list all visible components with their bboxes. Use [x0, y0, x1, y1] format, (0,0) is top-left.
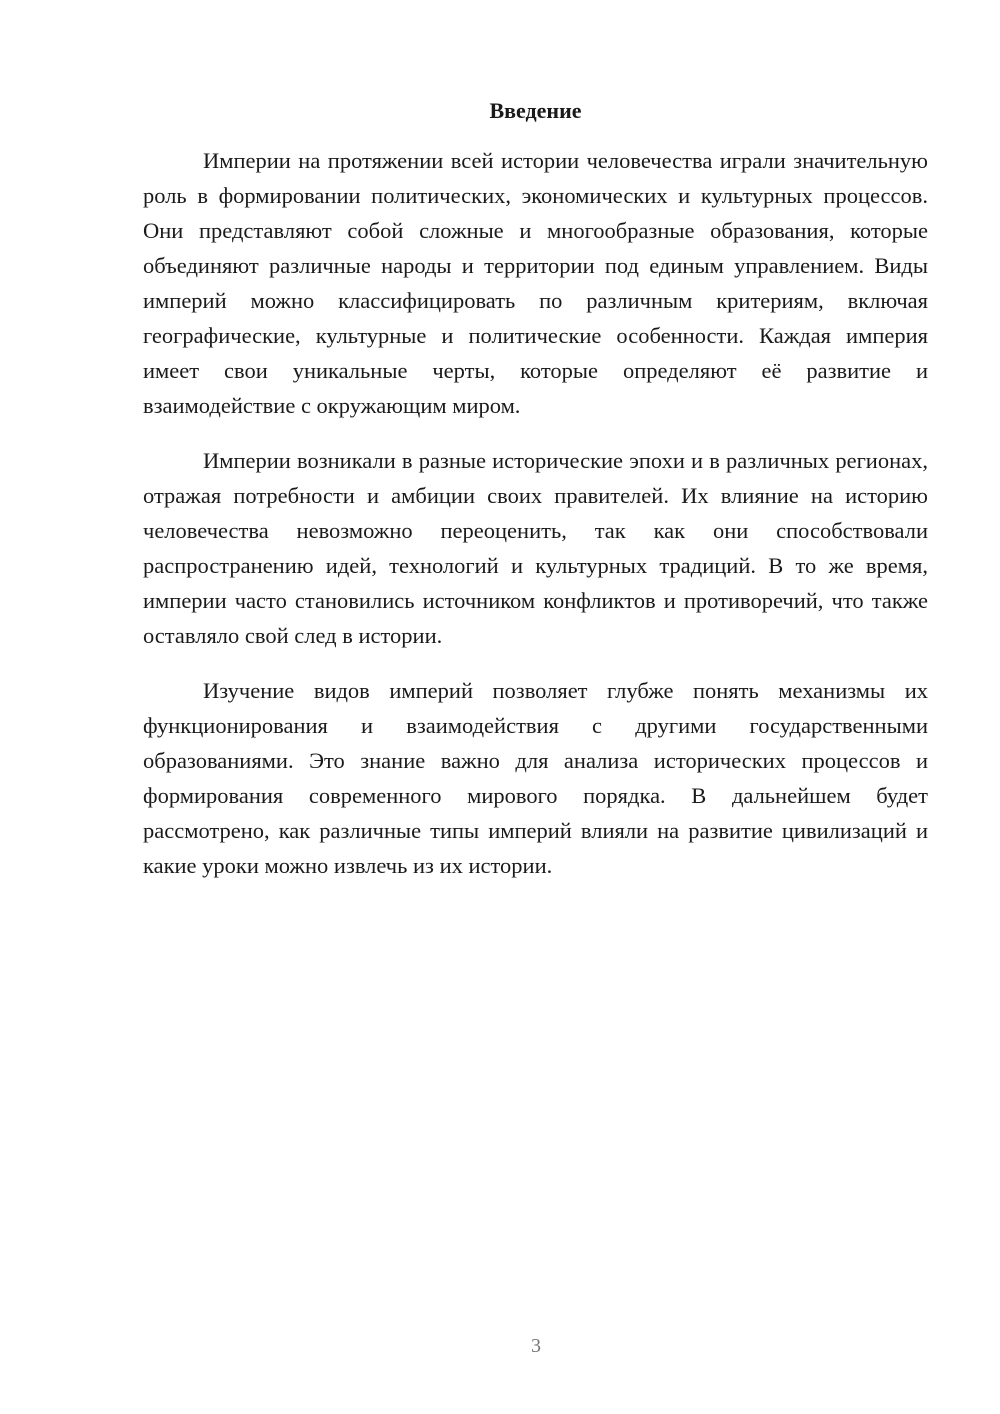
body-text — [143, 143, 928, 903]
paragraph-1: Империи на протяжении всей истории человечества играли значительную роль в формировании политических, экономических и культурных процессов. Они представляют собой сложные и многообразные образования, которые объединяют различные народы и территории под единым управлением. Виды империй можно классифицировать по различным критериям, включая географические, культурные и политические особенности. Каждая империя имеет свои уникальные черты, которые определяют её развитие и взаимодействие с окружающим миром. — [143, 148, 928, 418]
paragraph-2: Империи возникали в разные исторические эпохи и в различных регионах, отражая потребности и амбиции своих правителей. Их влияние на историю человечества невозможно переоценить, так как они способствовали распространению идей, технологий и культурных традиций. В то же время, империи часто становились источником конфликтов и противоречий, что также оставляло свой след в истории. — [143, 448, 928, 648]
section-heading: Введение — [489, 98, 582, 123]
paragraph-3: Изучение видов империй позволяет глубже понять механизмы их функционирования и взаимодействия с другими государственными образованиями. Это знание важно для анализа исторических процессов и формирования современного мирового порядка. В дальнейшем будет рассмотрено, как различные типы империй влияли на развитие цивилизаций и какие уроки можно извлечь из их истории. — [143, 678, 928, 878]
page-number: 3 — [531, 1335, 541, 1357]
